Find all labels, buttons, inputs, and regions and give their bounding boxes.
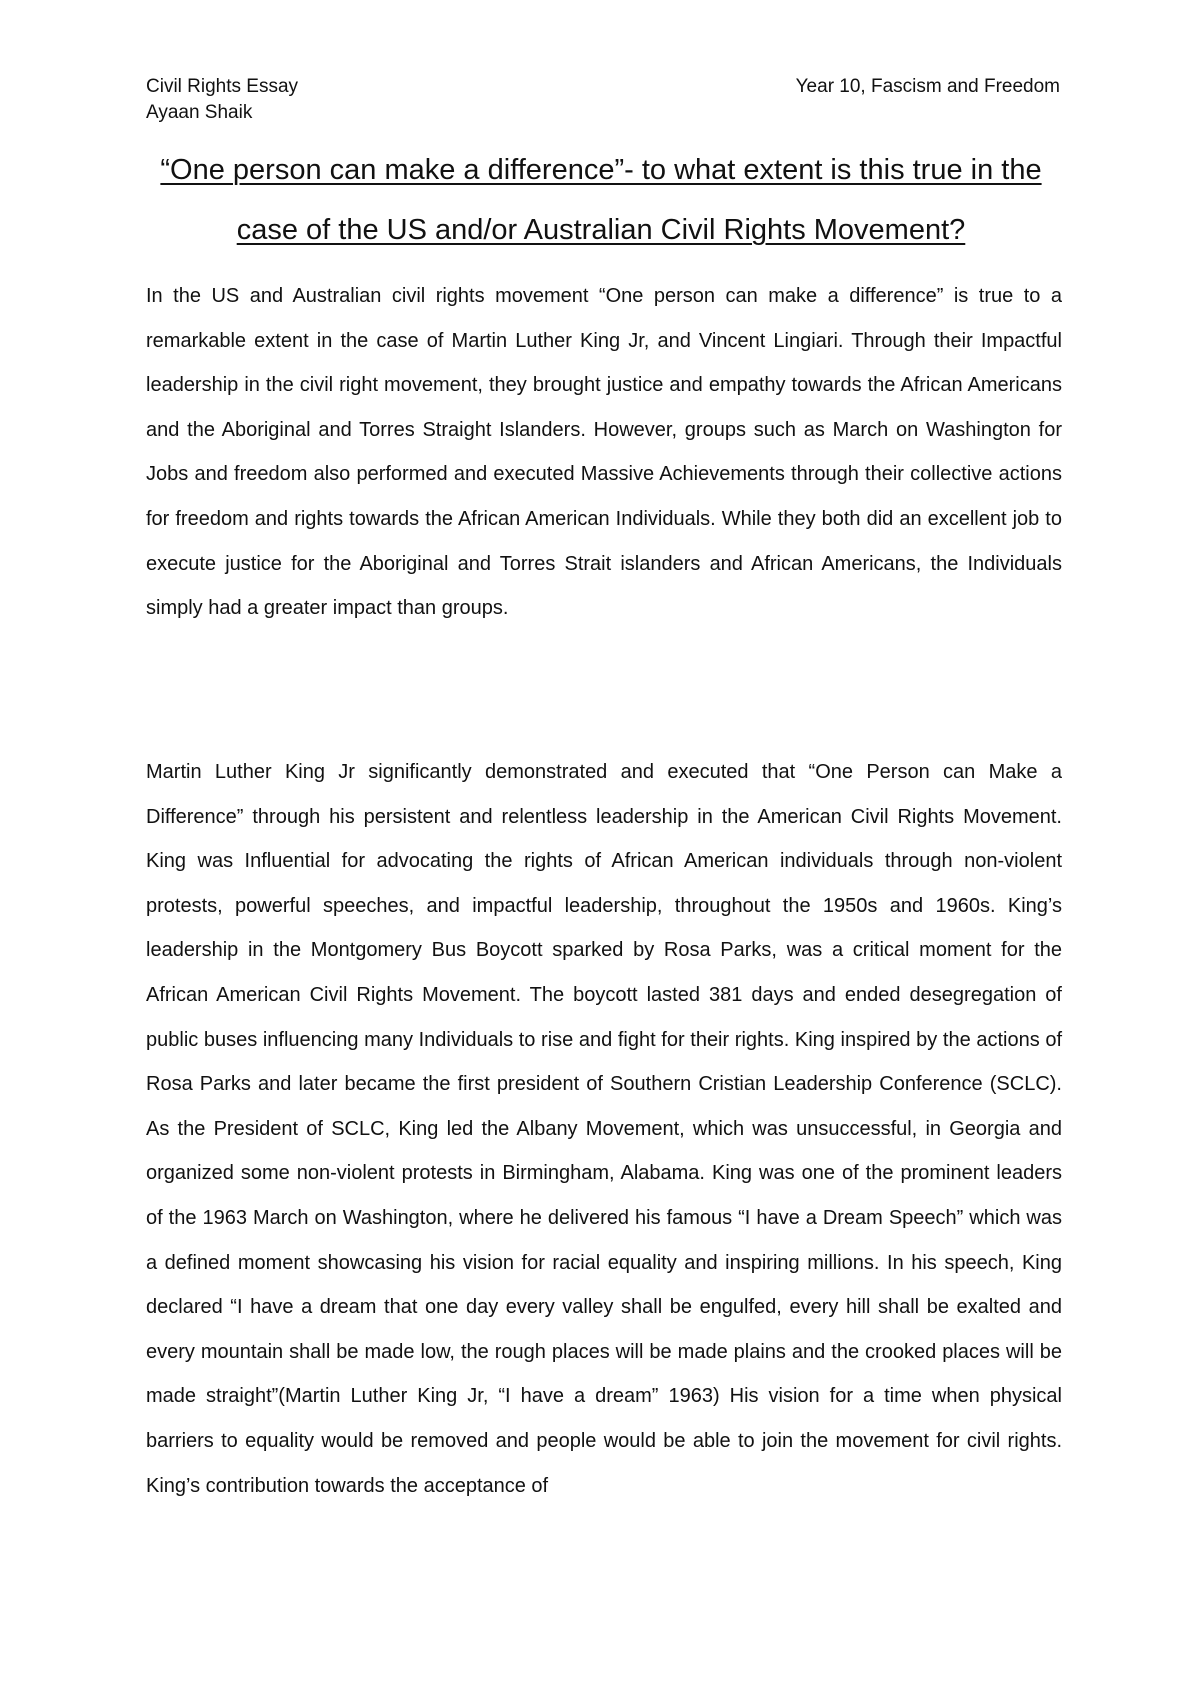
page-header xyxy=(146,74,1060,126)
header-left-block xyxy=(146,74,298,126)
header-course-title: Civil Rights Essay xyxy=(146,76,299,97)
intro-paragraph: In the US and Australian civil rights movement “One person can make a difference” is true to a remarkable extent in the case of Martin Luther King Jr, and Vincent Lingiari. Through their Impactful leadership in the civil right movement, they brought justice and empathy towards the African Americans and the Aboriginal and Torres Straight Islanders. However, groups such as March on Washington for Jobs and freedom also performed and executed Massive Achievements through their collective actions for freedom and rights towards the African American Individuals. While they both did an excellent job to execute justice for the Aboriginal and Torres Strait islanders and African Americans, the Individuals simply had a greater impact than groups. xyxy=(146,285,1062,620)
essay-title: “One person can make a difference”- to what extent is this true in the case of the US and/or Australian Civil Rights Movement? xyxy=(160,154,1042,246)
header-author-name: Ayaan Shaik xyxy=(146,102,253,123)
header-unit-label: Year 10, Fascism and Freedom xyxy=(795,76,1060,97)
body-paragraph: Martin Luther King Jr significantly demonstrated and executed that “One Person can Make a Difference” through his persistent and relentless leadership in the American Civil Rights Movement. King was Influential for advocating the rights of African American individuals through non-violent protests, powerful speeches, and impactful leadership, throughout the 1950s and 1960s. King’s leadership in the Montgomery Bus Boycott sparked by Rosa Parks, was a critical moment for the African American Civil Rights Movement. The boycott lasted 381 days and ended desegregation of public buses influencing many Individuals to rise and fight for their rights. King inspired by the actions of Rosa Parks and later became the first president of Southern Cristian Leadership Conference (SCLC). As the President of SCLC, King led the Albany Movement, which was unsuccessful, in Georgia and organized some non-violent protests in Birmingham, Alabama. King was one of the prominent leaders of the 1963 March on Washington, where he delivered his famous “I have a Dream Speech” which was a defined moment showcasing his vision for racial equality and inspiring millions. In his speech, King declared “I have a dream that one day every valley shall be engulfed, every hill shall be exalted and every mountain shall be made low, the rough places will be made plains and the crooked places will be made straight”(Martin Luther King Jr, “I have a dream” 1963) His vision for a time when physical barriers to equality would be removed and people would be able to join the movement for civil rights. King’s contribution towards the acceptance of xyxy=(146,761,1062,1497)
